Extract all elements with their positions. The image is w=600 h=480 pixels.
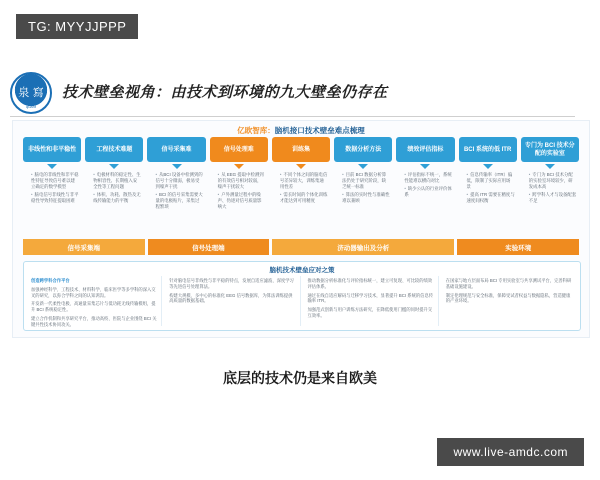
panel-title <box>13 125 589 136</box>
barrier-columns <box>23 137 579 237</box>
list-item: • 专门为 BCI 技术分配的实验室环境较少，研发成本高 <box>529 172 577 190</box>
list-item: • 从BCI 设备中检测到的信号十分微弱，极易受到噪声干扰 <box>155 172 203 190</box>
list-item: • 算法的实时性与准确性难以兼顾 <box>342 192 390 204</box>
stage-chevron: 信号采集端 <box>23 239 145 255</box>
panel-title-tag: 亿欧智库： <box>237 126 275 135</box>
logo-text: 泉 寫 <box>18 86 44 99</box>
barrier-column <box>23 137 81 237</box>
list-item: • 需长时间的个体化训练才能达到可用精度 <box>280 192 328 204</box>
list-item: • 户外测量过程中的噪声、伪迹对信号质量影响大 <box>218 192 266 210</box>
countermeasure-cell <box>305 276 439 326</box>
barrier-column <box>147 137 205 237</box>
tg-watermark: TG: MYYJJPPP <box>16 14 138 39</box>
stage-ribbon <box>23 239 579 255</box>
barrier-column <box>334 137 392 237</box>
panel-title-text: 脑机接口技术壁垒难点梳理 <box>274 126 365 135</box>
chevron-down-icon <box>234 164 244 169</box>
countermeasure-text: 推动数据分析标准化与评价指标统一，建立可复现、可比较的绩效评估体系。 <box>307 278 433 289</box>
title-divider <box>10 116 575 117</box>
list-item: • BCI 的信号采集需要大量的电极贴片，采集过程繁琐 <box>155 192 203 210</box>
barrier-column-body <box>85 172 143 206</box>
list-item: • 脑电的非线性和非平稳性特征导致信号难以建立确定的数学模型 <box>31 172 79 190</box>
list-item: • 不同个体之间的脑电信号差异较大，训练集通用性差 <box>280 172 328 190</box>
stage-chevron: 济动器输出及分析 <box>272 239 454 255</box>
barrier-column <box>85 137 143 237</box>
chevron-down-icon <box>172 164 182 169</box>
brand-logo <box>10 72 52 114</box>
logo-subtext: quant <box>25 104 36 109</box>
chevron-down-icon <box>47 164 57 169</box>
barrier-column-head: 数据分析方法 <box>334 137 392 162</box>
chevron-down-icon <box>358 164 368 169</box>
stage-chevron: 实验环境 <box>457 239 579 255</box>
chevron-down-icon <box>483 164 493 169</box>
barrier-column-head: 信号处理难 <box>210 137 268 162</box>
barrier-column-head: 非线性和非平稳性 <box>23 137 81 162</box>
countermeasure-text: 建立合作机制和共享研究平台，推动高校、医院与企业围绕 BCI 关键共性技术协同攻关。 <box>31 315 157 327</box>
site-watermark: www.live-amdc.com <box>437 438 584 466</box>
barrier-column-head: 绩效评估指标 <box>396 137 454 162</box>
chevron-down-icon <box>296 164 306 169</box>
barrier-column-head: 训练集 <box>272 137 330 162</box>
list-item: • 跨学科人才与设备配套不足 <box>529 192 577 204</box>
barrier-column <box>396 137 454 237</box>
list-item: • 信息传输率（ITR）偏低，限制了实际应用场景 <box>467 172 515 190</box>
countermeasure-text: 通过在线自适应解码与迁移学习技术，显著提升 BCI 系统的信息传输率 ITR。 <box>307 292 434 304</box>
barrier-column-head: 信号采集难 <box>147 137 205 162</box>
countermeasure-text: 制定伦理规范与安全标准，保障受试者权益与数据隐私，营造健康的产业环境。 <box>445 292 571 304</box>
slide-header <box>0 72 600 112</box>
list-item: • 提高 ITR 需要在精度与速度间权衡 <box>467 192 515 204</box>
infographic-panel <box>12 120 590 338</box>
countermeasures-box <box>23 261 581 331</box>
countermeasure-text: 构建大规模、多中心的标准化 EEG 信号数据库，为算法训练提供高质量的数据基础。 <box>169 292 293 304</box>
countermeasure-text: 开发新一代柔性电极、高通量采集芯片与低功耗无线传输模组，提升 BCI 系统稳定性。 <box>31 301 156 313</box>
page-title: 技术壁垒视角：由技术到环境的九大壁垒仍存在 <box>62 84 388 101</box>
barrier-column-body <box>334 172 392 206</box>
barrier-column <box>210 137 268 237</box>
barrier-column-body <box>459 172 517 206</box>
barrier-column-body <box>521 172 579 206</box>
stage-chevron: 信号处理端 <box>148 239 270 255</box>
barrier-column-head: 专门为 BCI 技术分配的实验室 <box>521 137 579 162</box>
chevron-down-icon <box>420 164 430 169</box>
list-item: • 目前 BCI 数据分析算法仍处于研究阶段，缺乏统一标准 <box>342 172 390 190</box>
chevron-down-icon <box>545 164 555 169</box>
countermeasure-heading: 创造跨学科合作平台 <box>31 278 70 283</box>
barrier-column-body <box>396 172 454 200</box>
countermeasure-text: 加强范式创新与用户训练方法研究，在降低使用门槛的同时提升交互效率。 <box>307 307 433 318</box>
barrier-column <box>521 137 579 237</box>
countermeasure-text: 加强神经科学、工程技术、材料科学、临床医学等多学科的深入交叉的研究，以弥合学科之间的认知鸿沟。 <box>31 286 156 298</box>
chevron-down-icon <box>109 164 119 169</box>
countermeasures-title: 脑机技术壁垒应对之策 <box>269 267 335 274</box>
barrier-column-body <box>147 172 205 212</box>
countermeasures-cells <box>28 276 576 326</box>
list-item: • 电极材料的稳定性、生物相容性、长期植入安全性等工程问题 <box>93 172 141 190</box>
list-item: • 体积、功耗、散热及无线传输能力的平衡 <box>93 192 141 204</box>
countermeasure-text: 针对脑电信号非线性与非平稳的特点，发展自适应滤波、深度学习等先进信号处理算法。 <box>169 278 294 289</box>
barrier-column-body <box>272 172 330 206</box>
list-item: • 缺少公认的行业评价体系 <box>404 186 452 198</box>
barrier-column-body <box>23 172 81 206</box>
barrier-column <box>459 137 517 237</box>
countermeasure-cell <box>443 276 576 326</box>
barrier-column-head: BCI 系统的低 ITR <box>459 137 517 162</box>
countermeasure-cell <box>28 276 162 326</box>
list-item: • 从 EEG 提取中检测到的有效信号相对较弱，噪声干扰较大 <box>218 172 266 190</box>
countermeasure-text: 在国家与地方层面布局 BCI 专用实验室与共享测试平台，完善科研基础设施建设。 <box>445 278 572 289</box>
countermeasure-cell <box>166 276 300 326</box>
barrier-column-body <box>210 172 268 212</box>
slide-caption: 底层的技术仍是来自欧美 <box>223 370 377 386</box>
list-item: • 评估指标不统一，系统性能难以横向对比 <box>404 172 452 184</box>
barrier-column-head: 工程技术难题 <box>85 137 143 162</box>
barrier-column <box>272 137 330 237</box>
list-item: • 脑电信号非线性与非平稳性导致特征提取困难 <box>31 192 79 204</box>
